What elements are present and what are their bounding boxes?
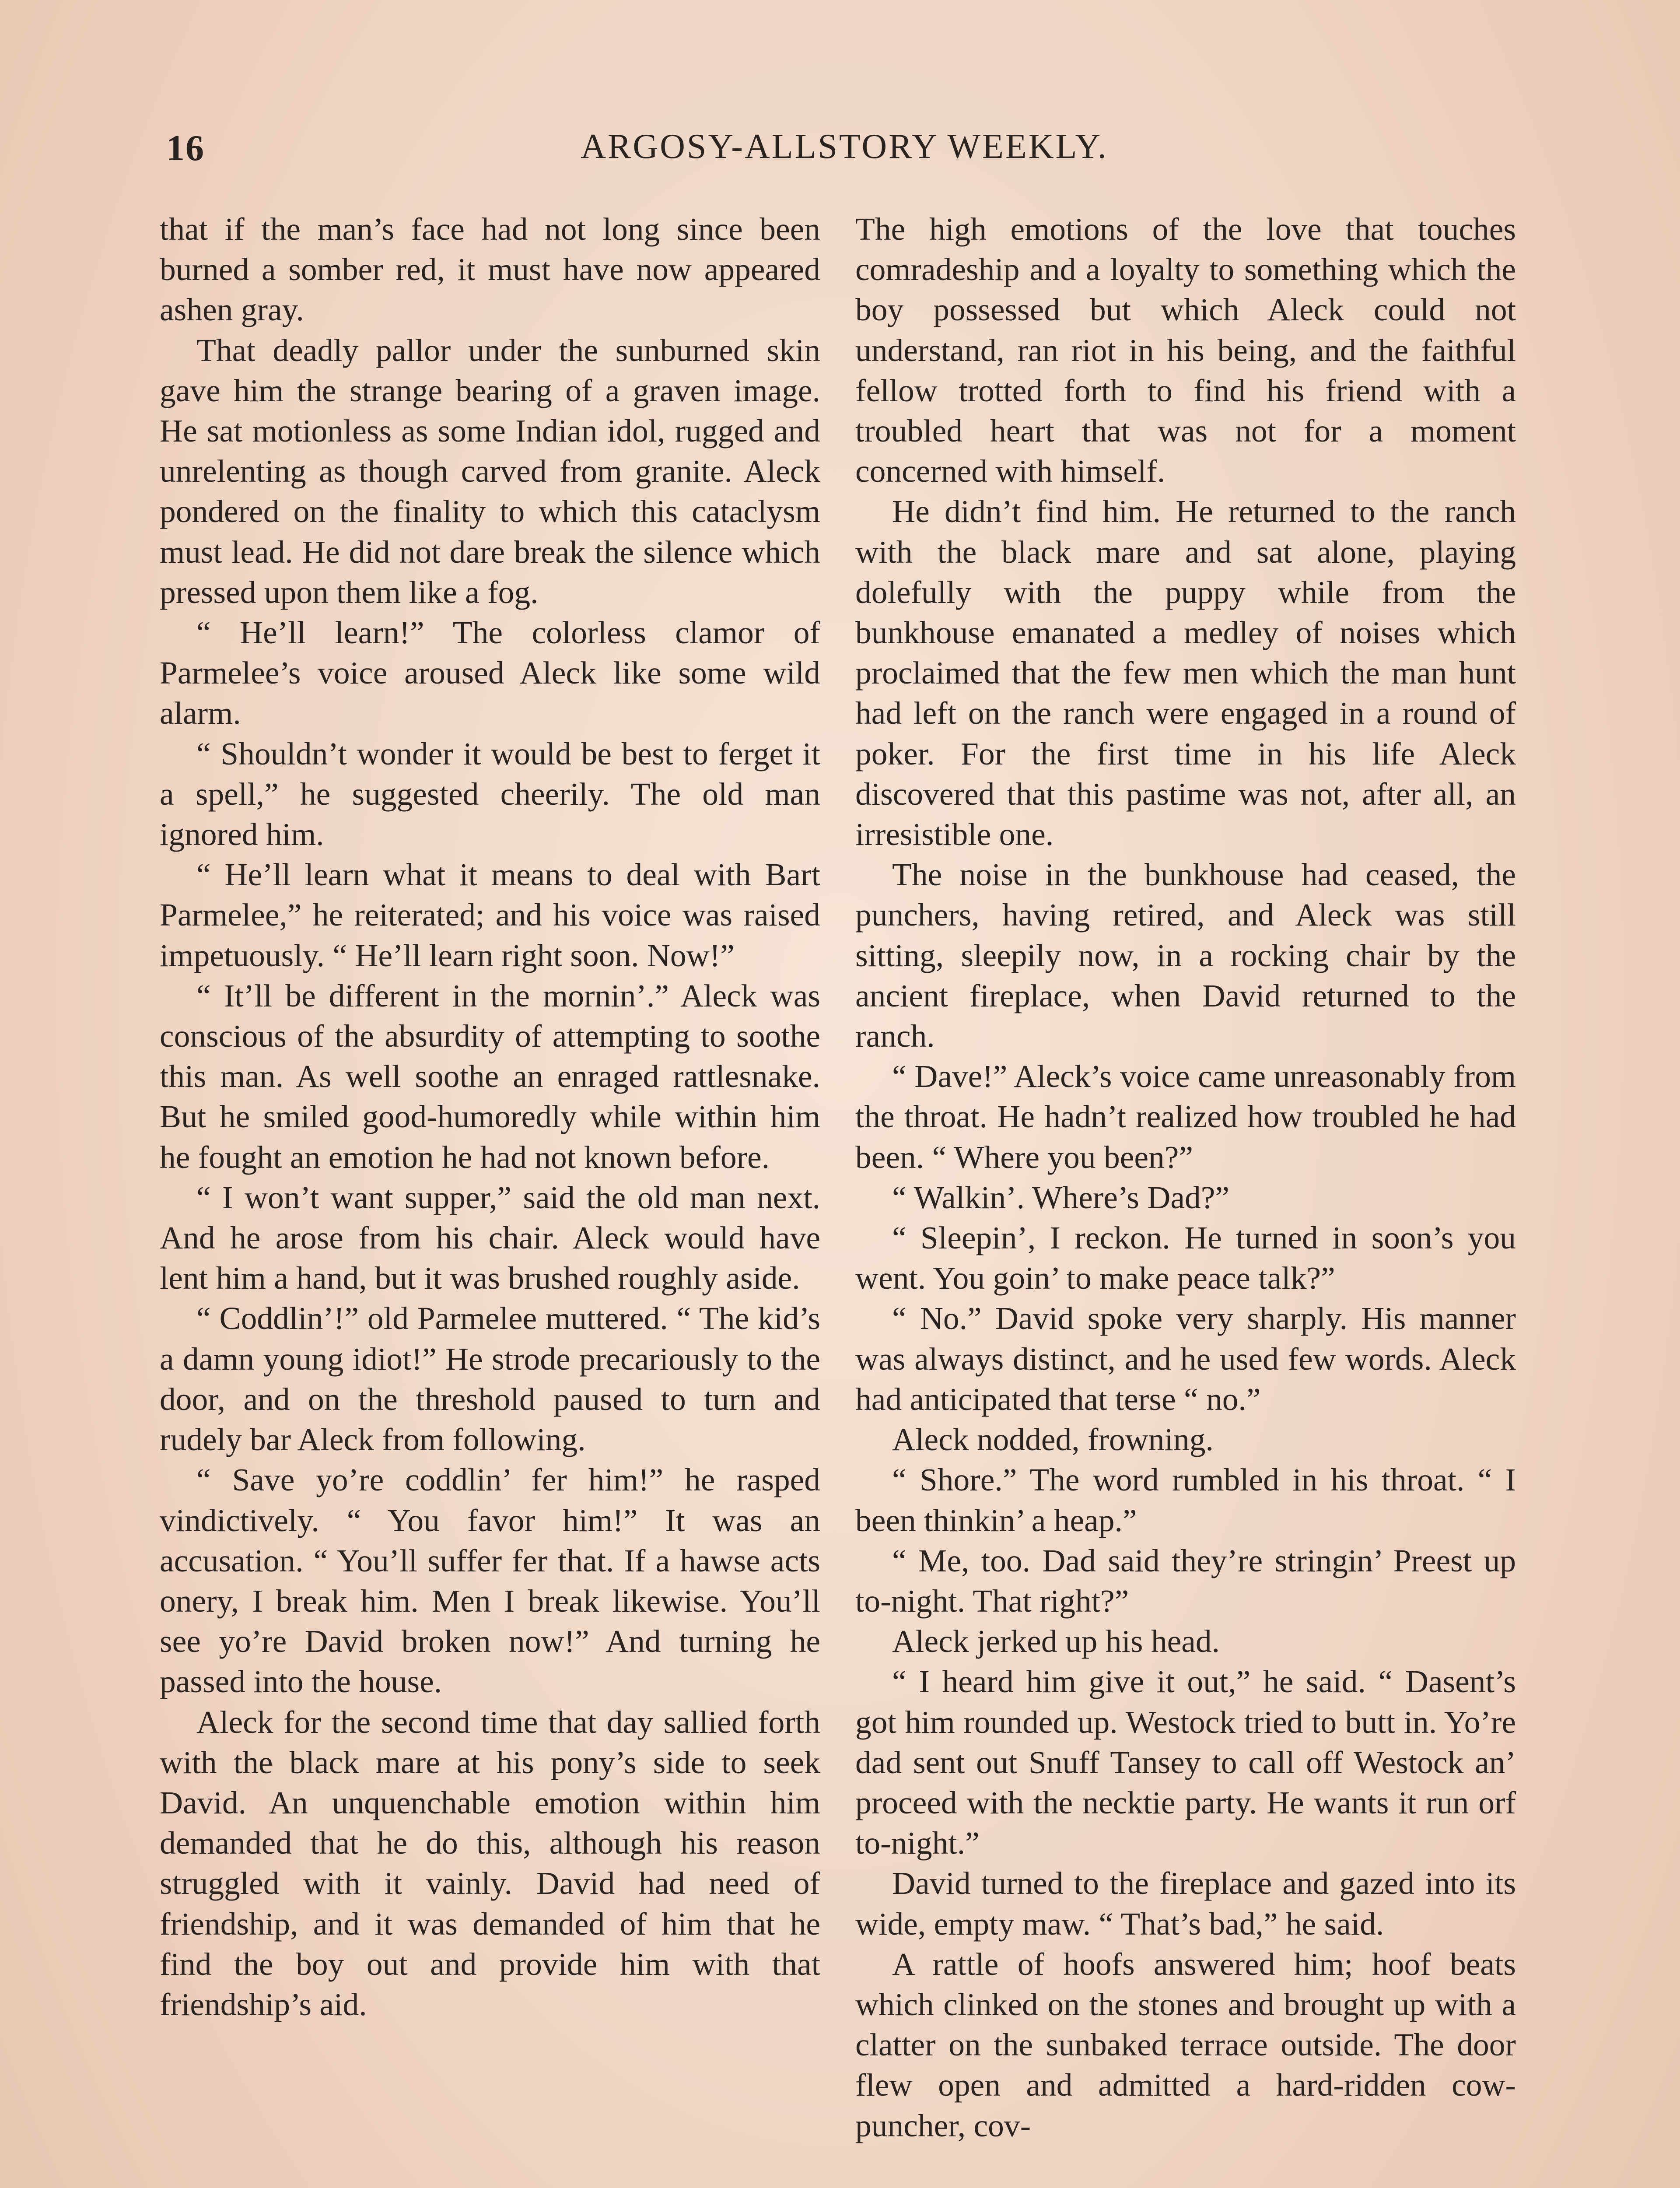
paragraph: “ Sleepin’, I reckon. He turned in soon’s you went. You goin’ to make peace talk?”	[855, 1220, 1516, 1296]
paragraph: The high emotions of the love that touches comradeship and a loyalty to something which the boy possessed but which Aleck could not understand, ran riot in his being, and the faithful fellow trotted forth to find his friend with a troubled heart that was not for a moment concerned with himself.	[855, 211, 1516, 489]
page-header	[166, 127, 1522, 179]
running-head: ARGOSY-ALLSTORY WEEKLY.	[581, 127, 1108, 166]
paragraph: Aleck nodded, frowning.	[892, 1422, 1214, 1458]
paragraph: That deadly pallor under the sunburned skin gave him the strange bearing of a graven image. He sat motionless as some Indian idol, rugged and unrelenting as though carved from granite. Aleck pondered on the finality to which this cataclysm must lead. He did not dare break the silence which pressed upon them like a fog.	[160, 332, 820, 610]
paragraph: “ Me, too. Dad said they’re stringin’ Preest up to-night. That right?”	[855, 1543, 1516, 1619]
paragraph: David turned to the fireplace and gazed into its wide, empty maw. “ That’s bad,” he said.	[855, 1865, 1516, 1942]
paragraph: “ Shouldn’t wonder it would be best to ferget it a spell,” he suggested cheerily. The old man ignored him.	[160, 736, 820, 852]
paragraph: “ I heard him give it out,” he said. “ Dasent’s got him rounded up. Westock tried to butt in. Yo’re dad sent out Snuff Tansey to call off Westock an’ proceed with the necktie party. He wants it run orf to-night.”	[855, 1664, 1516, 1861]
paragraph: “ He’ll learn!” The colorless clamor of Parmelee’s voice aroused Aleck like some wild alarm.	[160, 615, 820, 731]
paragraph: “ I won’t want supper,” said the old man next. And he arose from his chair. Aleck would have lent him a hand, but it was brushed roughly aside.	[160, 1179, 820, 1296]
paragraph: that if the man’s face had not long since been burned a somber red, it must have now appeared ashen gray.	[160, 211, 820, 328]
paragraph: A rattle of hoofs answered him; hoof beats which clinked on the stones and brought up with a clatter on the sunbaked terrace outside. The door flew open and admitted a hard-ridden cow-puncher, cov-	[855, 1946, 1516, 2143]
paragraph: “ It’ll be different in the mornin’.” Aleck was conscious of the absurdity of attempting to soothe this man. As well soothe an enraged rattlesnake. But he smiled good-humoredly while within him he fought an emotion he had not known before.	[160, 978, 820, 1175]
right-column	[855, 209, 1516, 2146]
paragraph: “ Dave!” Aleck’s voice came unreasonably from the throat. He hadn’t realized how troubled he had been. “ Where you been?”	[855, 1059, 1516, 1175]
paragraph: “ Save yo’re coddlin’ fer him!” he rasped vindictively. “ You favor him!” It was an accusation. “ You’ll suffer fer that. If a hawse acts onery, I break him. Men I break likewise. You’ll see yo’re David broken now!” And turning he passed into the house.	[160, 1462, 820, 1700]
paragraph: “ Walkin’. Where’s Dad?”	[892, 1179, 1229, 1215]
page-number: 16	[166, 128, 205, 168]
paragraph: Aleck jerked up his head.	[892, 1623, 1220, 1659]
paragraph: “ Coddlin’!” old Parmelee muttered. “ The kid’s a damn young idiot!” He strode precariously to the door, and on the threshold paused to turn and rudely bar Aleck from following.	[160, 1301, 820, 1458]
paragraph: “ He’ll learn what it means to deal with Bart Parmelee,” he reiterated; and his voice was raised impetuously. “ He’ll learn right soon. Now!”	[160, 857, 820, 973]
paragraph: “ Shore.” The word rumbled in his throat. “ I been thinkin’ a heap.”	[855, 1462, 1516, 1538]
paragraph: Aleck for the second time that day sallied forth with the black mare at his pony’s side to seek David. An unquenchable emotion within him demanded that he do this, although his reason struggled with it vainly. David had need of friendship, and it was demanded of him that he find the boy out and provide him with that friendship’s aid.	[160, 1704, 820, 2022]
left-column	[160, 209, 820, 2025]
paragraph: “ No.” David spoke very sharply. His manner was always distinct, and he used few words. Aleck had anticipated that terse “ no.”	[855, 1301, 1516, 1417]
paragraph: The noise in the bunkhouse had ceased, the punchers, having retired, and Aleck was still sitting, sleepily now, in a rocking chair by the ancient fireplace, when David returned to the ranch.	[855, 857, 1516, 1054]
paragraph: He didn’t find him. He returned to the ranch with the black mare and sat alone, playing dolefully with the puppy while from the bunkhouse emanated a medley of noises which proclaimed that the few men which the man hunt had left on the ranch were engaged in a round of poker. For the first time in his life Aleck discovered that this pastime was not, after all, an irresistible one.	[855, 494, 1516, 852]
